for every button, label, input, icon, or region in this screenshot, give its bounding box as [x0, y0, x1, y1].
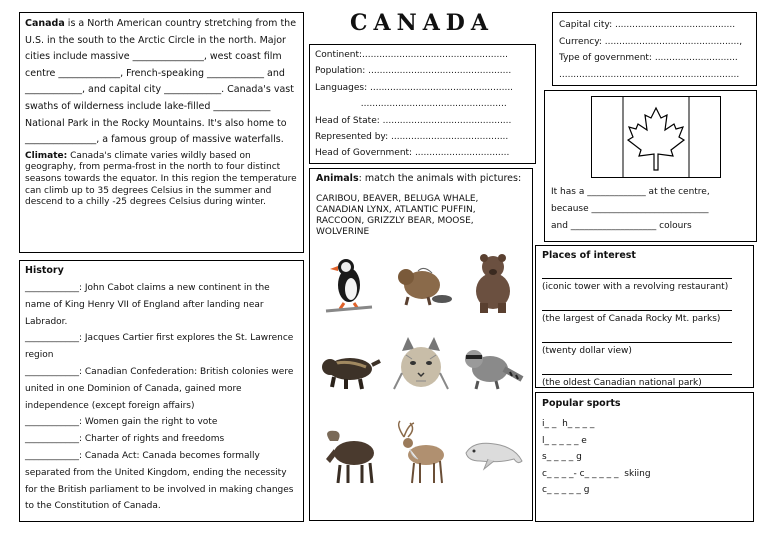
fact-line: Head of Government: ................................. — [315, 148, 510, 159]
wolverine-picture — [316, 333, 382, 403]
history-item: ____________: Canada Act: Canada becomes formally separated from the United Kingdom, ending the necessity for the British parliament to be involved in making changes to the Constitution of Canada. — [25, 450, 294, 512]
answer-line — [542, 362, 732, 375]
beluga-whale-picture — [460, 419, 526, 489]
page-title: CANADA — [350, 10, 494, 36]
sport-line: i_ _ h_ _ _ _ — [542, 419, 595, 429]
sports-heading: Popular sports — [542, 398, 621, 409]
animals-label: Animals — [316, 173, 359, 184]
animal-pictures — [316, 247, 528, 517]
puffin-picture — [316, 247, 382, 317]
capital-line: Type of government: ............................. — [559, 53, 738, 63]
history-item: ____________: Canadian Confederation: British colonies were united in one Dominion of Canada, gained more independence (except foreign affairs) — [25, 366, 294, 411]
fact-line: Represented by: ......................................... — [315, 132, 509, 143]
sport-line: s_ _ _ _ g — [542, 452, 582, 462]
moose-picture — [316, 419, 382, 489]
climate-text: Canada's climate varies wildly based on geography, from perma-frost in the north to four distinct seasons towards the equator. In this region the temperature can climb up to 35 degrees Celsius in the summer and descend to a chilly -25 degrees Celsius during winter. — [25, 150, 297, 208]
climate-label: Climate: — [25, 150, 68, 161]
capital-line: Capital city: .......................................... — [559, 20, 736, 30]
capital-line: Currency: ..............................................., — [559, 36, 743, 47]
intro-text: is a North American country stretching from the U.S. in the south to the Arctic Circle in the north. Major cities include massive _______________, west coast film centre _____________, French-speaking ____________ and ____________, and capital city ____________. Canada's vast swaths of wilderness include lake-filled ____________ National Park in the Rocky Mountains. It's also home to _______________, a famous group of massive waterfalls. — [25, 18, 297, 146]
answer-line — [542, 330, 732, 343]
fact-line: Population: .................................................. — [315, 66, 512, 77]
history-box — [19, 260, 304, 522]
history-item: ____________: John Cabot claims a new continent in the name of King Henry VII of England after landing near Labrador. — [25, 283, 270, 327]
flag-line: and ___________________ colours — [551, 221, 692, 231]
grizzly-bear-picture — [460, 247, 526, 317]
fact-line: Continent:................................................... — [315, 50, 508, 60]
place-caption: (twenty dollar view) — [542, 346, 632, 356]
animals-list: CARIBOU, BEAVER, BELUGA WHALE, CANADIAN LYNX, ATLANTIC PUFFIN, RACCOON, GRIZZLY BEAR, MOOSE, WOLVERINE — [316, 194, 479, 237]
flag-line: because __________________________ — [551, 204, 709, 214]
history-heading: History — [25, 265, 64, 276]
raccoon-picture — [460, 333, 526, 403]
animals-box — [309, 168, 533, 521]
place-caption: (iconic tower with a revolving restaurant) — [542, 282, 729, 292]
history-item: ____________: Charter of rights and freedoms — [25, 434, 225, 445]
fact-line: Languages: .................................................. — [315, 82, 514, 93]
flag-line: It has a _____________ at the centre, — [551, 187, 710, 197]
places-heading: Places of interest — [542, 250, 636, 261]
canada-flag-picture — [591, 96, 721, 178]
places-box — [535, 245, 754, 388]
animals-instruction: : match the animals with pictures: — [358, 173, 522, 184]
sport-line: c_ _ _ _- c_ _ _ _ _ skiing — [542, 468, 651, 479]
country-name: Canada — [25, 18, 65, 29]
capital-box — [552, 12, 757, 86]
intro-box — [19, 12, 304, 253]
place-caption: (the largest of Canada Rocky Mt. parks) — [542, 314, 721, 324]
sports-box — [535, 392, 754, 522]
lynx-picture — [388, 333, 454, 403]
flag-box — [544, 90, 757, 242]
sport-line: c_ _ _ _ _ g — [542, 485, 590, 495]
animals-heading — [316, 172, 526, 185]
fact-line: ................................................... — [315, 99, 507, 110]
place-caption: (the oldest Canadian national park) — [542, 378, 702, 388]
facts-box — [309, 44, 536, 164]
climate-paragraph — [25, 151, 298, 209]
answer-line — [542, 266, 732, 279]
intro-paragraph — [25, 16, 298, 149]
fact-line: Head of State: ............................................. — [315, 115, 512, 126]
history-item: ____________: Jacques Cartier first explores the St. Lawrence region — [25, 333, 294, 361]
caribou-picture — [388, 419, 454, 489]
capital-line: ............................................................... — [559, 69, 740, 80]
answer-line — [542, 298, 732, 311]
history-item: ____________: Women gain the right to vote — [25, 417, 218, 428]
beaver-picture — [388, 247, 454, 317]
sport-line: l_ _ _ _ _ e — [542, 435, 587, 446]
